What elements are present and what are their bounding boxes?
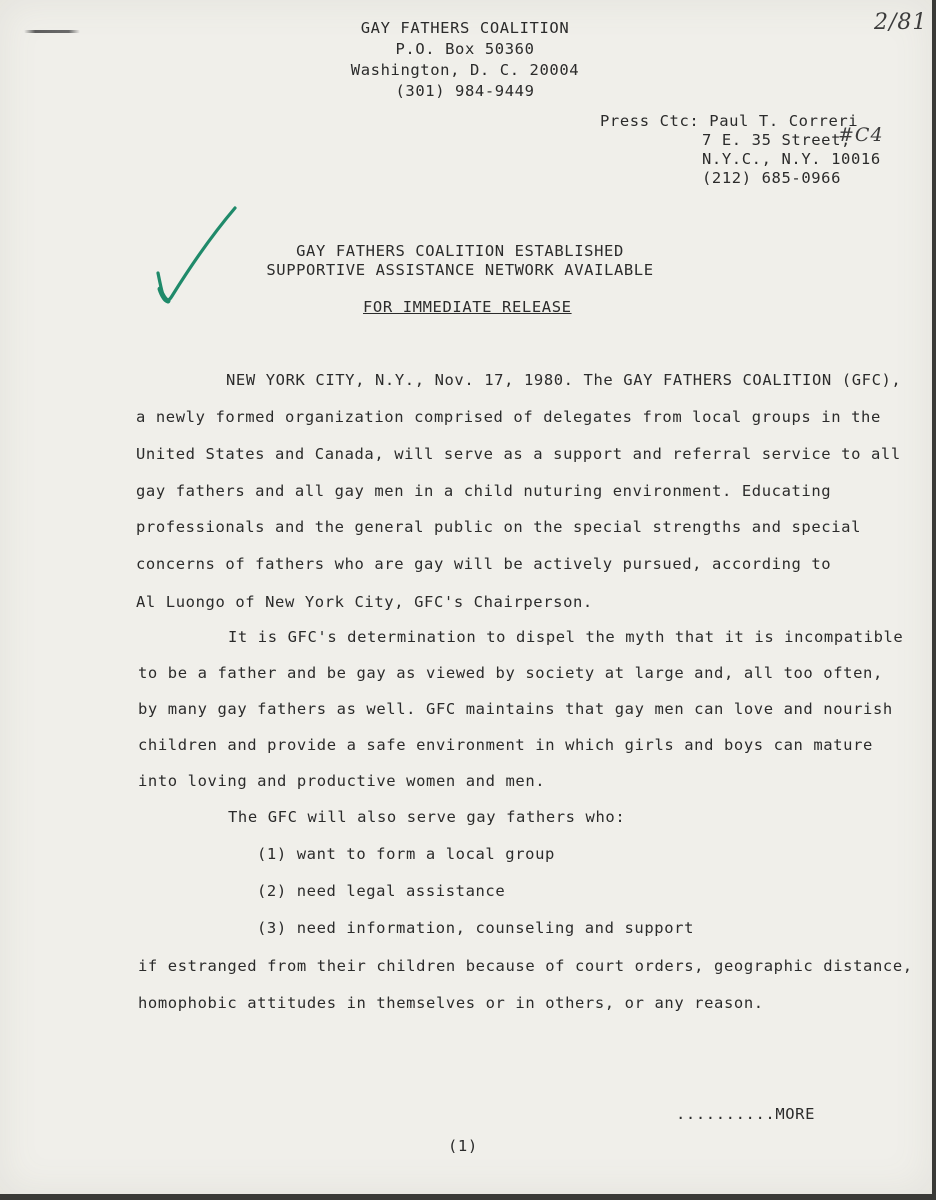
body-line: gay fathers and all gay men in a child nuturing environment. Educating <box>136 482 832 500</box>
body-line: to be a father and be gay as viewed by society at large and, all too often, <box>138 664 883 682</box>
headline <box>250 242 670 280</box>
press-contact-city: N.Y.C., N.Y. 10016 <box>702 150 881 168</box>
more-indicator: ..........MORE <box>676 1105 816 1123</box>
body-line: homophobic attitudes in themselves or in others, or any reason. <box>138 994 764 1012</box>
body-line: a newly formed organization comprised of delegates from local groups in the <box>136 408 881 426</box>
checkmark-icon <box>150 205 250 310</box>
press-contact-street: 7 E. 35 Street, <box>702 131 851 149</box>
letterhead <box>330 18 600 102</box>
headline-line-2: SUPPORTIVE ASSISTANCE NETWORK AVAILABLE <box>266 261 654 279</box>
body-line: professionals and the general public on the special strengths and special <box>136 518 862 536</box>
press-contact-label: Press Ctc: <box>600 112 700 130</box>
letterhead-city: Washington, D. C. 20004 <box>350 61 580 79</box>
press-contact-name: Paul T. Correri <box>709 112 859 130</box>
headline-line-1: GAY FATHERS COALITION ESTABLISHED <box>296 242 624 260</box>
body-line: if estranged from their children because of court orders, geographic distance, <box>138 957 913 975</box>
handwritten-date-note: 2/81 <box>874 10 928 35</box>
body-line: It is GFC's determination to dispel the myth that it is incompatible <box>228 628 904 646</box>
body-line: The GFC will also serve gay fathers who: <box>228 808 626 826</box>
press-contact-phone: (212) 685-0966 <box>702 169 842 187</box>
background-edge <box>0 1194 936 1200</box>
handwritten-suite-note: #C4 <box>838 124 884 146</box>
list-item: (1) want to form a local group <box>257 845 555 863</box>
body-line: concerns of fathers who are gay will be actively pursued, according to <box>136 555 832 573</box>
list-item: (3) need information, counseling and support <box>257 919 694 937</box>
background-edge <box>932 0 936 1200</box>
page-number: (1) <box>448 1137 478 1155</box>
body-line: United States and Canada, will serve as a support and referral service to all <box>136 445 901 463</box>
body-line: by many gay fathers as well. GFC maintains that gay men can love and nourish <box>138 700 893 718</box>
letterhead-phone: (301) 984-9449 <box>395 82 535 100</box>
letterhead-org: GAY FATHERS COALITION <box>360 19 570 37</box>
release-note: FOR IMMEDIATE RELEASE <box>363 298 572 316</box>
staple-icon <box>24 30 80 33</box>
body-line: NEW YORK CITY, N.Y., Nov. 17, 1980. The GAY FATHERS COALITION (GFC), <box>226 371 902 389</box>
body-line: children and provide a safe environment in which girls and boys can mature <box>138 736 873 754</box>
body-line: Al Luongo of New York City, GFC's Chairperson. <box>136 593 593 611</box>
letterhead-box: P.O. Box 50360 <box>395 40 535 58</box>
body-line: into loving and productive women and men. <box>138 772 546 790</box>
list-item: (2) need legal assistance <box>257 882 506 900</box>
